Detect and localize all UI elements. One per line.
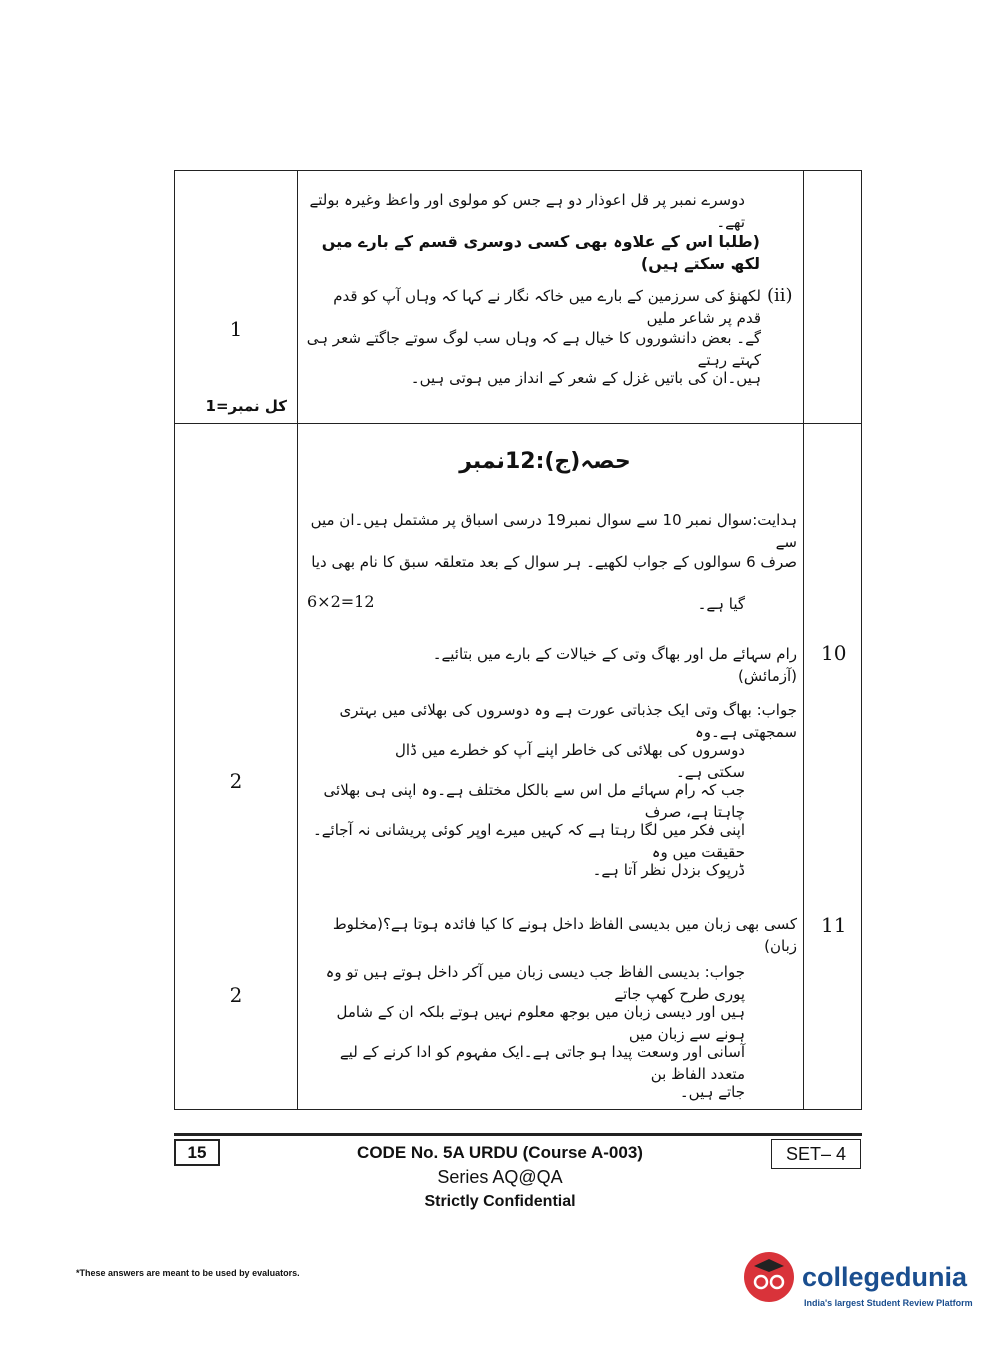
answer-line: جب کہ رام سہائے مل اس سے بالکل مختلف ہے۔وہ اپنی ہی بھلائی چاہتا ہے، صرف [323,781,745,821]
confidential-label: Strictly Confidential [424,1193,576,1210]
question-text: رام سہائے مل اور بھاگ وتی کے خیالات کے بارے میں بتائیے۔(آزمائش) [432,645,797,685]
sub-question-label: (ii) [767,285,793,306]
exam-code: CODE No. 5A URDU (Course A-003) [357,1143,643,1162]
answer-line: دوسروں کی بھلائی کی خاطر اپنے آپ کو خطرے میں ڈال سکتی ہے۔ [395,741,745,781]
column-divider [803,171,804,1109]
answer-line: جاتے ہیں۔ [679,1083,745,1101]
brand-tagline: India's largest Student Review Platform [804,1298,973,1308]
marks-cell: 1 [229,317,243,341]
column-divider [297,171,298,1109]
question-number: 11 [821,913,847,937]
marks-cell: 2 [229,769,243,793]
logo-mascot-icon [744,1252,794,1302]
question-number: 10 [821,641,847,665]
answer-line: اپنی فکر میں لگا رہتا ہے کہ کہیں میرے اوپر کوئی پریشانی نہ آجائے۔ حقیقت میں وہ [312,821,745,861]
answer-line: ڈرپوک بزدل نظر آتا ہے۔ [592,861,745,879]
answer-line: ہیں اور دیسی زبان میں بوجھ معلوم نہیں ہوتے بلکہ ان کے شامل ہونے سے زبان میں [336,1003,745,1043]
page-number: 15 [174,1139,220,1166]
answer-line: جواب: بدیسی الفاظ جب دیسی زبان میں آکر داخل ہوتے ہیں تو وہ پوری طرح کھپ جاتے [325,963,745,1003]
evaluator-note: *These answers are meant to be used by evaluators. [76,1268,300,1278]
marks-formula: 6×2=12 [307,592,375,611]
answer-line: آسانی اور وسعت پیدا ہو جاتی ہے۔ایک مفہوم کو ادا کرنے کے لیے متعدد الفاظ بن [339,1043,745,1083]
answer-line: گے۔ بعض دانشوروں کا خیال ہے کہ وہاں سب لوگ سوتے جاگتے شعر ہی کہتے رہتے [306,329,761,369]
section-heading: حصہ(ج):12نمبر [459,449,631,474]
instruction-line: گیا ہے۔ [697,595,745,613]
instruction-line: ہدایت:سوال نمبر 10 سے سوال نمبر19 درسی اسباق پر مشتمل ہیں۔ان میں سے [310,511,797,551]
row-divider [175,423,861,424]
brand-name: collegedunia [802,1262,968,1292]
set-label: SET– 4 [771,1139,861,1169]
question-text: کسی بھی زبان میں بدیسی الفاظ داخل ہونے کا کیا فائدہ ہوتا ہے؟(مخلوط زبان) [332,915,797,955]
answer-line: دوسرے نمبر پر قل اعوذار دو ہے جس کو مولوی اور واعظ وغیرہ بولتے تھے۔ [309,191,745,231]
total-marks-label: کل نمبر=1 [205,397,287,415]
answer-line: (طلبا اس کے علاوہ بھی کسی دوسری قسم کے بارے میں لکھ سکتے ہیں) [321,232,760,273]
answer-line: ہیں۔ان کی باتیں غزل کے شعر کے انداز میں ہوتی ہیں۔ [410,369,761,387]
footer-rule [174,1133,862,1136]
answer-table [174,170,862,1110]
marks-cell: 2 [229,983,243,1007]
exam-series: Series AQ@QA [437,1167,563,1187]
answer-line: جواب: بھاگ وتی ایک جذباتی عورت ہے وہ دوسروں کی بھلائی میں بہتری سمجھتی ہے۔وہ [339,701,797,741]
instruction-line: صرف 6 سوالوں کے جواب لکھیے۔ ہر سوال کے بعد متعلقہ سبق کا نام بھی دیا [311,553,797,571]
answer-line: لکھنؤ کی سرزمین کے بارے میں خاکہ نگار نے کہا کہ وہاں آپ کو قدم قدم پر شاعر ملیں [333,287,761,327]
